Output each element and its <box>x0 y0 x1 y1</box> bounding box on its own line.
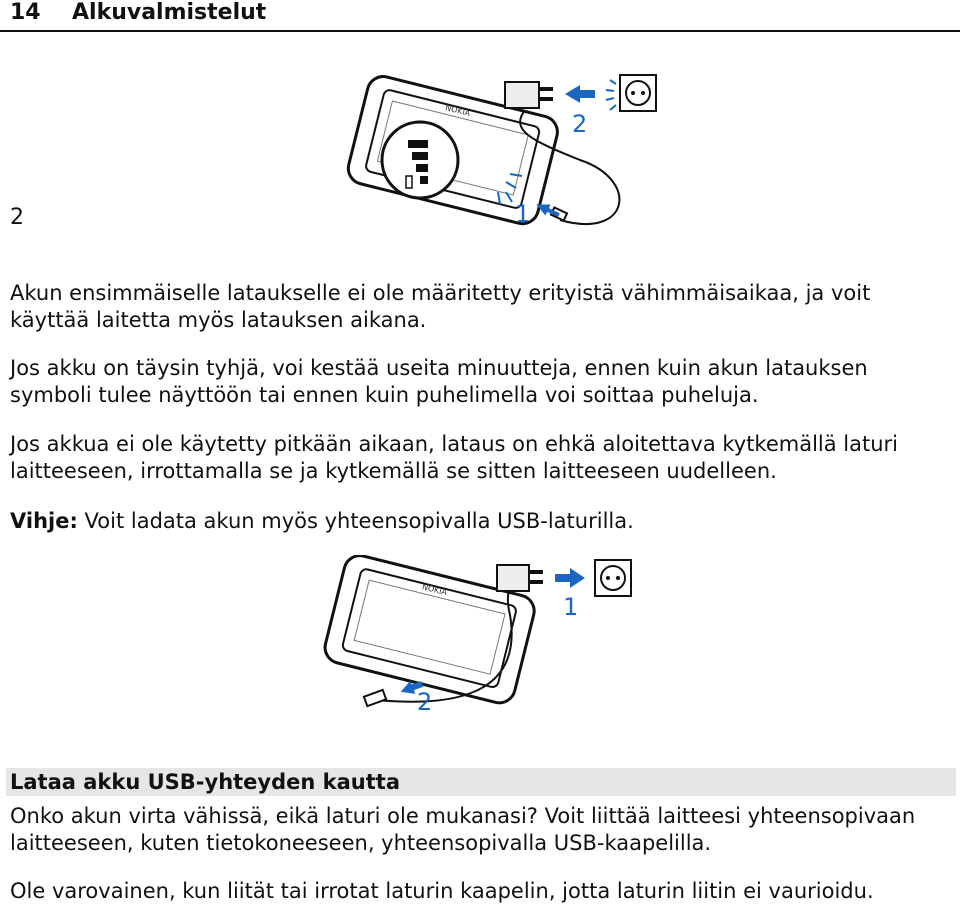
section-paragraph-2: Ole varovainen, kun liität tai irrotat laturin kaapelin, jotta laturin liitin ei vaurioidu. <box>10 879 874 903</box>
tip-paragraph <box>10 508 955 535</box>
charger-icon <box>505 82 553 108</box>
charging-illustration <box>330 70 670 240</box>
page-number: 14 <box>10 0 41 25</box>
section-paragraph-1: Onko akun virta vähissä, eikä laturi ole mukanasi? Voit liittää laitteesi yhteensopivaan laitteeseen, kuten tietokoneeseen, yhteensopivalla USB-kaapelilla. <box>10 804 916 855</box>
arrow-right-icon <box>555 568 585 588</box>
battery-icon <box>382 122 458 198</box>
step-2-label: 2 <box>572 110 588 138</box>
charger-icon <box>497 565 543 591</box>
tip-text: Voit ladata akun myös yhteensopivalla USB-laturilla. <box>77 509 634 533</box>
section-title: Lataa akku USB-yhteyden kautta <box>10 770 400 794</box>
paragraph-2: Jos akku on täysin tyhjä, voi kestää useita minuutteja, ennen kuin akun latauksen symboli tulee näyttöön tai ennen kuin puhelimella voi soittaa puheluja. <box>10 356 868 407</box>
wall-socket-icon <box>595 560 631 596</box>
side-step-number: 2 <box>10 205 24 230</box>
arrow-left-icon <box>565 85 595 103</box>
page-header <box>0 0 960 32</box>
paragraph-1: Akun ensimmäiselle lataukselle ei ole määritetty erityistä vähimmäisaikaa, ja voit käyttää laitetta myös latauksen aikana. <box>10 281 871 332</box>
step-1-label: 1 <box>515 200 531 228</box>
svg-text:NOKIA: NOKIA <box>444 103 472 119</box>
tip-label: Vihje: <box>10 509 78 533</box>
paragraph-3: Jos akkua ei ole käytetty pitkään aikaan, lataus on ehkä aloitettava kytkemällä laturi laitteeseen, irrottamalla se ja kytkemällä se sitten laitteeseen uudelleen. <box>10 432 899 483</box>
chapter-title: Alkuvalmistelut <box>72 0 267 25</box>
wall-socket-icon <box>606 75 656 111</box>
step-2-label: 2 <box>417 688 433 716</box>
svg-text:NOKIA: NOKIA <box>421 582 448 598</box>
usb-charging-illustration <box>315 555 655 720</box>
step-1-label: 1 <box>563 593 579 621</box>
